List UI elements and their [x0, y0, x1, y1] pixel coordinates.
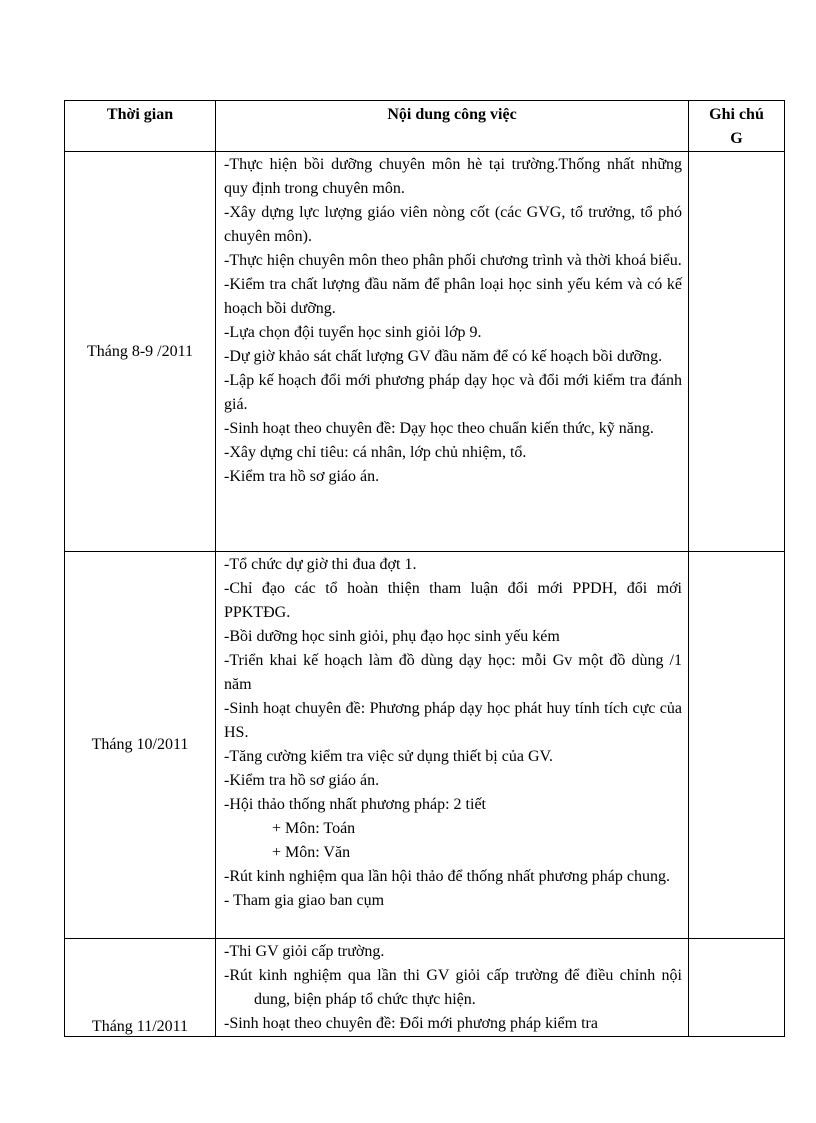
list-item: -Sinh hoạt chuyên đề: Phương pháp dạy học phát huy tính tích cực của HS. — [224, 700, 682, 741]
list-item: -Tổ chức dự giờ thi đua đợt 1. — [224, 556, 417, 573]
list-item: -Bồi dưỡng học sinh giỏi, phụ đạo học sinh yếu kém — [224, 628, 560, 645]
header-time: Thời gian — [65, 101, 216, 152]
list-item: -Thực hiện chuyên môn theo phân phối chương trình và thời khoá biểu. — [224, 252, 682, 269]
row-content — [216, 939, 689, 1037]
list-item: -Xây dựng lực lượng giáo viên nòng cốt (các GVG, tổ trưởng, tổ phó chuyên môn). — [224, 204, 682, 245]
header-content: Nội dung công việc — [216, 101, 689, 152]
row-note — [689, 152, 785, 552]
list-item: -Rút kinh nghiệm qua lần thi GV giỏi cấp trường để điều chỉnh nội dung, biện pháp tổ chức thực hiện. — [224, 967, 682, 1008]
table-row — [65, 152, 785, 552]
list-item: -Kiểm tra hồ sơ giáo án. — [224, 772, 380, 789]
list-item: -Lựa chọn đội tuyển học sinh giỏi lớp 9. — [224, 324, 482, 341]
list-item: -Triển khai kế hoạch làm đồ dùng dạy học: mỗi Gv một đồ dùng /1 năm — [224, 652, 682, 693]
sub-list-item: + Môn: Toán — [272, 820, 356, 837]
sub-list-item: + Môn: Văn — [272, 844, 351, 861]
list-item: -Hội thảo thống nhất phương pháp: 2 tiết — [224, 796, 486, 813]
list-item: -Dự giờ khảo sát chất lượng GV đầu năm để có kế hoạch bồi dưỡng. — [224, 348, 663, 365]
row-time: Tháng 11/2011 — [65, 939, 216, 1037]
header-note-line2: G — [730, 130, 743, 147]
work-plan-table — [64, 100, 785, 1037]
list-item: -Kiểm tra hồ sơ giáo án. — [224, 468, 380, 485]
header-note-line1: Ghi chú — [709, 106, 764, 123]
list-item: -Sinh hoạt theo chuyên đề: Đổi mới phương pháp kiểm tra — [224, 1015, 598, 1032]
row-time: Tháng 10/2011 — [65, 552, 216, 939]
list-item: -Xây dựng chỉ tiêu: cá nhân, lớp chủ nhiệm, tổ. — [224, 444, 527, 461]
list-item: -Sinh hoạt theo chuyên đề: Dạy học theo chuẩn kiến thức, kỹ năng. — [224, 420, 654, 437]
header-note — [689, 101, 785, 152]
list-item: -Chỉ đạo các tổ hoàn thiện tham luận đổi mới PPDH, đổi mới PPKTĐG. — [224, 580, 682, 621]
list-item: - Tham gia giao ban cụm — [224, 892, 385, 909]
row-time: Tháng 8-9 /2011 — [65, 152, 216, 552]
list-item: -Tăng cường kiểm tra việc sử dụng thiết bị của GV. — [224, 748, 553, 765]
list-item: -Lập kế hoạch đổi mới phương pháp dạy học và đổi mới kiểm tra đánh giá. — [224, 372, 682, 413]
table-row — [65, 552, 785, 939]
list-item: -Rút kinh nghiệm qua lần hội thảo để thống nhất phương pháp chung. — [224, 868, 670, 885]
row-note — [689, 939, 785, 1037]
row-note — [689, 552, 785, 939]
row-content — [216, 152, 689, 552]
list-item: -Thực hiện bồi dưỡng chuyên môn hè tại trường.Thống nhất những quy định trong chuyên môn. — [224, 156, 682, 197]
list-item: -Thi GV giỏi cấp trường. — [224, 943, 385, 960]
table-header-row — [65, 101, 785, 152]
list-item: -Kiểm tra chất lượng đầu năm để phân loại học sinh yếu kém và có kế hoạch bồi dưỡng. — [224, 276, 682, 317]
row-content — [216, 552, 689, 939]
table-row — [65, 939, 785, 1037]
